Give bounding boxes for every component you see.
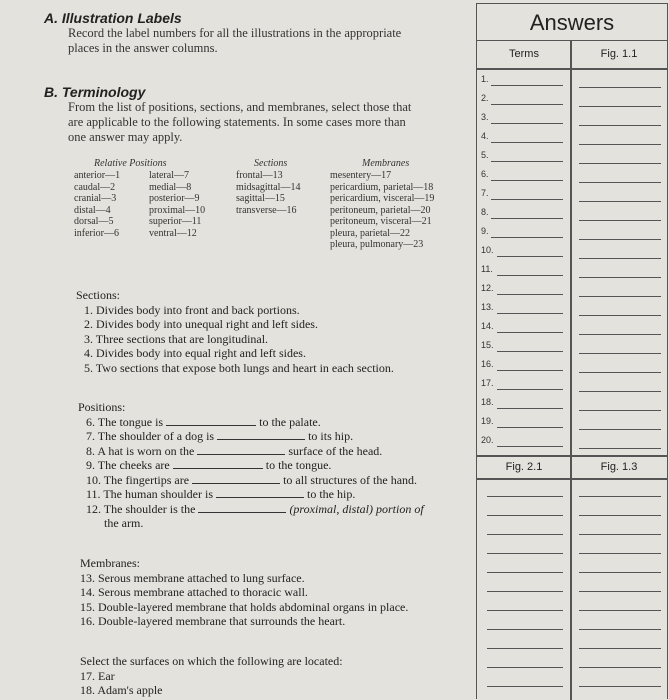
- term-item: proximal—10: [149, 204, 206, 216]
- term-item: distal—4: [74, 204, 111, 216]
- question-text: 12. The shoulder is the: [86, 501, 196, 516]
- fig13-answer-line[interactable]: [579, 648, 661, 649]
- question-item: [78, 415, 424, 430]
- term-item: peritoneum, visceral—21: [330, 216, 432, 227]
- terms-answer-line[interactable]: [497, 275, 563, 276]
- term-item: pericardium, parietal—18: [330, 181, 434, 193]
- positions-header: Relative Positions: [94, 158, 167, 169]
- question-item: [78, 487, 424, 502]
- answer-row-number: 11.: [481, 264, 493, 274]
- question-text: 8. A hat is worn on the: [86, 443, 195, 458]
- terms-answer-line[interactable]: [491, 123, 563, 124]
- fig11-answer-line[interactable]: [579, 125, 661, 126]
- fig13-answer-line[interactable]: [579, 515, 661, 516]
- answer-blank[interactable]: [216, 487, 304, 498]
- fig11-answer-line[interactable]: [579, 429, 661, 430]
- fig21-answer-line[interactable]: [487, 591, 563, 592]
- terms-answer-line[interactable]: [497, 389, 563, 390]
- term-item: sagittal—15: [236, 193, 285, 204]
- term-item: ventral—12: [149, 227, 197, 239]
- question-item: [78, 429, 424, 444]
- answer-blank[interactable]: [197, 444, 285, 455]
- fig11-answer-line[interactable]: [579, 315, 661, 316]
- fig21-answer-line[interactable]: [487, 686, 563, 687]
- answer-row-number: 10.: [481, 245, 494, 255]
- fig11-answer-line[interactable]: [579, 334, 661, 335]
- term-item: pericardium, visceral—19: [330, 193, 435, 204]
- term-item: lateral—7: [149, 170, 189, 181]
- question-item: 5. Two sections that expose both lungs and heart in each section.: [84, 360, 394, 375]
- column-divider: [570, 41, 572, 700]
- terms-answer-line[interactable]: [491, 85, 563, 86]
- membranes-header: Membranes: [362, 158, 410, 169]
- fig21-answer-line[interactable]: [487, 572, 563, 573]
- fig21-answer-line[interactable]: [487, 610, 563, 611]
- question-text: to the hip.: [306, 487, 356, 501]
- fig13-answer-line[interactable]: [579, 629, 661, 630]
- answer-row-number: 2.: [481, 93, 489, 103]
- term-item: superior—11: [149, 216, 202, 227]
- section-b-line2: are applicable to the following statements. In some cases more than: [68, 115, 406, 129]
- terms-answer-line[interactable]: [491, 237, 563, 238]
- positions-col2: [149, 170, 205, 239]
- question-text: 10. The fingertips are: [86, 472, 190, 487]
- term-item: medial—8: [149, 181, 192, 193]
- answer-blank[interactable]: [192, 473, 280, 484]
- fig21-answer-line[interactable]: [487, 496, 563, 497]
- term-item: transverse—16: [236, 204, 297, 216]
- answers-title: Answers: [477, 4, 667, 41]
- fig11-answer-line[interactable]: [579, 87, 661, 88]
- fig11-answer-line[interactable]: [579, 296, 661, 297]
- terms-answer-line[interactable]: [491, 142, 563, 143]
- question-item: 3. Three sections that are longitudinal.: [84, 331, 269, 346]
- term-item: midsagittal—14: [236, 181, 301, 193]
- term-item: peritoneum, parietal—20: [330, 204, 431, 216]
- membranes-heading: Membranes:: [80, 556, 140, 570]
- section-a-instructions: [68, 26, 401, 56]
- question-text: (proximal, distal) portion of: [289, 501, 424, 516]
- divider: [477, 478, 667, 480]
- section-a-line1: Record the label numbers for all the illustrations in the appropriate: [68, 26, 402, 40]
- terms-answer-line[interactable]: [497, 313, 563, 314]
- question-item: [78, 444, 424, 459]
- fig13-answer-line[interactable]: [579, 534, 661, 535]
- question-item: [78, 473, 424, 488]
- fig11-answer-line[interactable]: [579, 220, 661, 221]
- terms-answer-line[interactable]: [491, 180, 563, 181]
- terms-answer-line[interactable]: [497, 370, 563, 371]
- sections-header: Sections: [254, 158, 288, 169]
- section-b-title: B. Terminology: [44, 84, 146, 100]
- answer-blank[interactable]: [173, 458, 263, 469]
- divider: [477, 68, 667, 70]
- sections-list: [236, 170, 300, 216]
- section-a-line2: places in the answer columns.: [68, 41, 218, 55]
- fig21-answer-line[interactable]: [487, 534, 563, 535]
- fig21-answer-line[interactable]: [487, 553, 563, 554]
- question-item: [78, 502, 424, 517]
- question-text: to its hip.: [308, 429, 354, 443]
- answer-row-number: 9.: [481, 226, 489, 236]
- section-b-line1: From the list of positions, sections, and membranes, select those that: [68, 100, 412, 114]
- terms-answer-line[interactable]: [497, 351, 563, 352]
- answer-row-number: 17.: [481, 378, 494, 388]
- fig13-column-header: Fig. 1.3: [600, 461, 638, 473]
- answer-row-number: 13.: [481, 302, 494, 312]
- membranes-list: [330, 170, 434, 251]
- answer-row-number: 14.: [481, 321, 494, 331]
- question-text: to the tongue.: [265, 458, 332, 472]
- term-item: cranial—3: [74, 193, 117, 204]
- answer-row-number: 19.: [481, 416, 494, 426]
- question-item: 13. Serous membrane attached to lung surface.: [80, 570, 305, 585]
- fig11-answer-line[interactable]: [579, 144, 661, 145]
- terms-answer-line[interactable]: [497, 256, 563, 257]
- fig13-answer-line[interactable]: [579, 591, 661, 592]
- terms-answer-line[interactable]: [491, 218, 563, 219]
- answer-blank[interactable]: [217, 429, 305, 440]
- question-item: the arm.: [104, 516, 144, 530]
- fig11-column-header: Fig. 1.1: [600, 48, 638, 60]
- terms-answer-line[interactable]: [497, 446, 563, 447]
- fig11-answer-line[interactable]: [579, 182, 661, 183]
- question-text: to all structures of the hand.: [283, 472, 418, 487]
- question-item: 1. Divides body into front and back portions.: [84, 302, 300, 317]
- positions-heading: Positions:: [78, 400, 126, 414]
- question-text: 6. The tongue is: [86, 414, 164, 429]
- question-item: [78, 458, 424, 473]
- fig11-answer-line[interactable]: [579, 277, 661, 278]
- fig11-answer-line[interactable]: [579, 106, 661, 107]
- fig11-answer-line[interactable]: [579, 372, 661, 373]
- terms-column-header: Terms: [509, 48, 539, 60]
- fig13-answer-line[interactable]: [579, 610, 661, 611]
- term-item: pleura, parietal—22: [330, 227, 410, 239]
- fig11-answer-line[interactable]: [579, 201, 661, 202]
- question-item: 16. Double-layered membrane that surrounds the heart.: [80, 614, 346, 628]
- question-text: 11. The human shoulder is: [86, 487, 213, 501]
- answer-row-number: 15.: [481, 340, 494, 350]
- sections-heading: Sections:: [76, 288, 120, 302]
- surfaces-instruction: Select the surfaces on which the following are located:: [80, 654, 343, 668]
- positions-col1: [74, 170, 120, 239]
- fig11-answer-line[interactable]: [579, 410, 661, 411]
- answer-row-number: 3.: [481, 112, 489, 122]
- fig11-answer-line[interactable]: [579, 163, 661, 164]
- fig13-answer-line[interactable]: [579, 686, 661, 687]
- question-item: 18. Adam's apple: [80, 683, 163, 697]
- fig11-answer-line[interactable]: [579, 448, 661, 449]
- terms-answer-line[interactable]: [491, 199, 563, 200]
- term-item: caudal—2: [74, 181, 116, 193]
- terms-answer-line[interactable]: [491, 161, 563, 162]
- term-item: posterior—9: [149, 193, 200, 204]
- fig11-answer-line[interactable]: [579, 239, 661, 240]
- terms-answer-line[interactable]: [497, 332, 563, 333]
- fig11-answer-line[interactable]: [579, 391, 661, 392]
- question-item: 2. Divides body into unequal right and left sides.: [84, 317, 318, 331]
- term-item: inferior—6: [74, 227, 119, 239]
- terms-answer-line[interactable]: [497, 294, 563, 295]
- membranes-questions: [80, 556, 408, 629]
- fig13-answer-line[interactable]: [579, 667, 661, 668]
- answer-blank[interactable]: [198, 502, 286, 513]
- term-item: frontal—13: [236, 170, 283, 181]
- fig21-answer-line[interactable]: [487, 515, 563, 516]
- term-item: anterior—1: [74, 170, 121, 181]
- positions-questions: [78, 400, 424, 531]
- answer-row-number: 20.: [481, 435, 494, 445]
- answer-row-number: 12.: [481, 283, 494, 293]
- terms-answer-line[interactable]: [497, 408, 563, 409]
- terms-answer-line[interactable]: [497, 427, 563, 428]
- fig11-answer-line[interactable]: [579, 353, 661, 354]
- answer-row-number: 4.: [481, 131, 489, 141]
- terms-answer-line[interactable]: [491, 104, 563, 105]
- answers-panel: [476, 3, 668, 699]
- fig11-answer-line[interactable]: [579, 258, 661, 259]
- answer-row-number: 5.: [481, 150, 489, 160]
- answer-row-number: 16.: [481, 359, 494, 369]
- question-item: 17. Ear: [80, 668, 115, 683]
- answer-row-number: 7.: [481, 188, 489, 198]
- term-item: pleura, pulmonary—23: [330, 239, 424, 250]
- question-item: 14. Serous membrane attached to thoracic wall.: [80, 585, 308, 599]
- fig13-answer-line[interactable]: [579, 553, 661, 554]
- fig21-answer-line[interactable]: [487, 648, 563, 649]
- term-item: mesentery—17: [330, 170, 392, 181]
- section-b-instructions: [68, 100, 411, 145]
- question-text: 9. The cheeks are: [86, 458, 170, 472]
- fig13-answer-line[interactable]: [579, 496, 661, 497]
- question-text: surface of the head.: [288, 443, 383, 458]
- term-item: dorsal—5: [74, 216, 114, 227]
- question-item: 15. Double-layered membrane that holds abdominal organs in place.: [80, 599, 409, 614]
- section-a-title: A. Illustration Labels: [44, 10, 182, 26]
- question-text: 7. The shoulder of a dog is: [86, 429, 215, 443]
- section-b-line3: one answer may apply.: [68, 130, 183, 144]
- fig21-column-header: Fig. 2.1: [505, 461, 543, 473]
- answer-row-number: 8.: [481, 207, 489, 217]
- fig13-answer-line[interactable]: [579, 572, 661, 573]
- fig21-answer-line[interactable]: [487, 667, 563, 668]
- answer-row-number: 6.: [481, 169, 489, 179]
- question-item: 4. Divides body into equal right and left sides.: [84, 346, 306, 360]
- answer-blank[interactable]: [166, 415, 256, 426]
- surfaces-questions: [80, 654, 343, 698]
- answer-row-number: 1.: [481, 74, 489, 84]
- question-text: to the palate.: [259, 414, 321, 429]
- sections-questions: [76, 288, 394, 375]
- divider: [477, 455, 667, 457]
- answer-row-number: 18.: [481, 397, 494, 407]
- fig21-answer-line[interactable]: [487, 629, 563, 630]
